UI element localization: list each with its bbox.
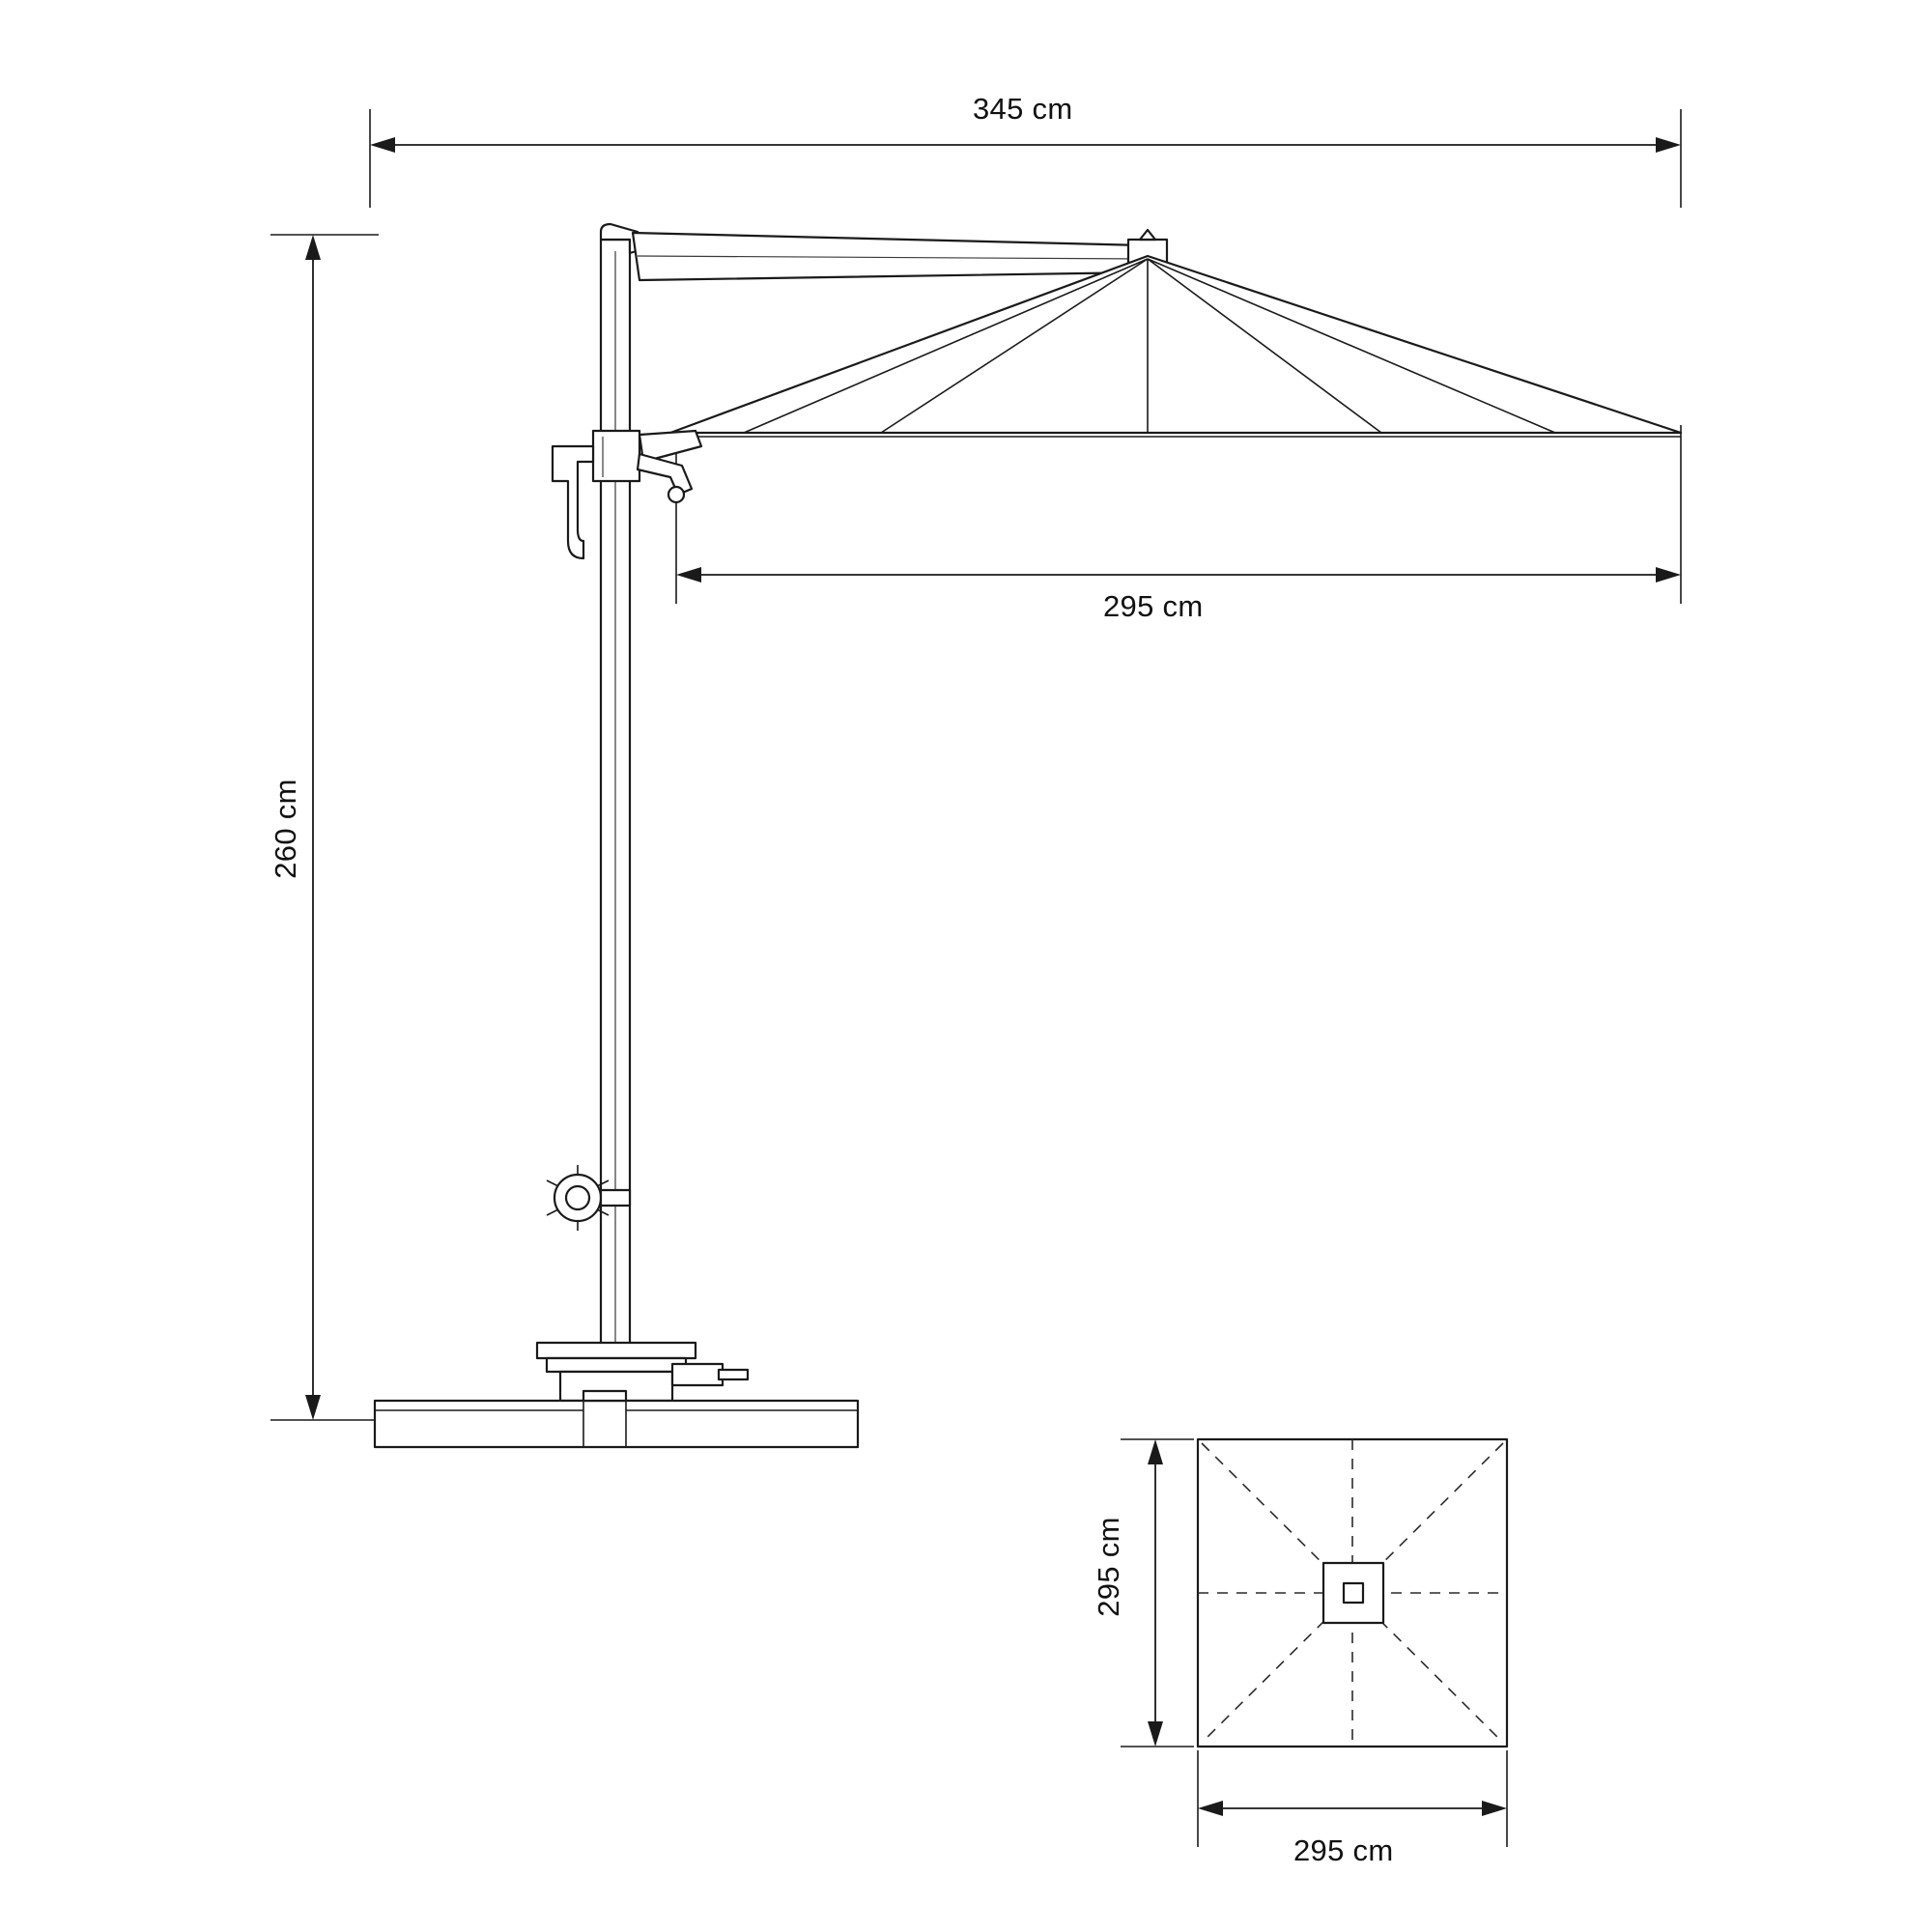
handle-bracket — [553, 446, 593, 558]
dimension-label-overall-width: 345 cm — [973, 92, 1073, 126]
dimension-plan-width — [1198, 1750, 1507, 1847]
dimension-canopy-span — [676, 425, 1681, 604]
support-arm — [633, 233, 1144, 280]
dimension-label-plan-height: 295 cm — [1092, 1517, 1125, 1617]
dimension-plan-height — [1121, 1439, 1194, 1747]
top-plan-view — [1121, 1439, 1507, 1847]
crank-lever — [638, 454, 692, 502]
dimension-label-plan-width: 295 cm — [1293, 1833, 1394, 1867]
dimension-label-height: 260 cm — [269, 779, 302, 879]
dimension-label-canopy-span: 295 cm — [1103, 589, 1204, 623]
side-elevation-view — [375, 224, 1681, 1447]
canopy — [670, 256, 1681, 433]
base-plate — [375, 1343, 858, 1447]
